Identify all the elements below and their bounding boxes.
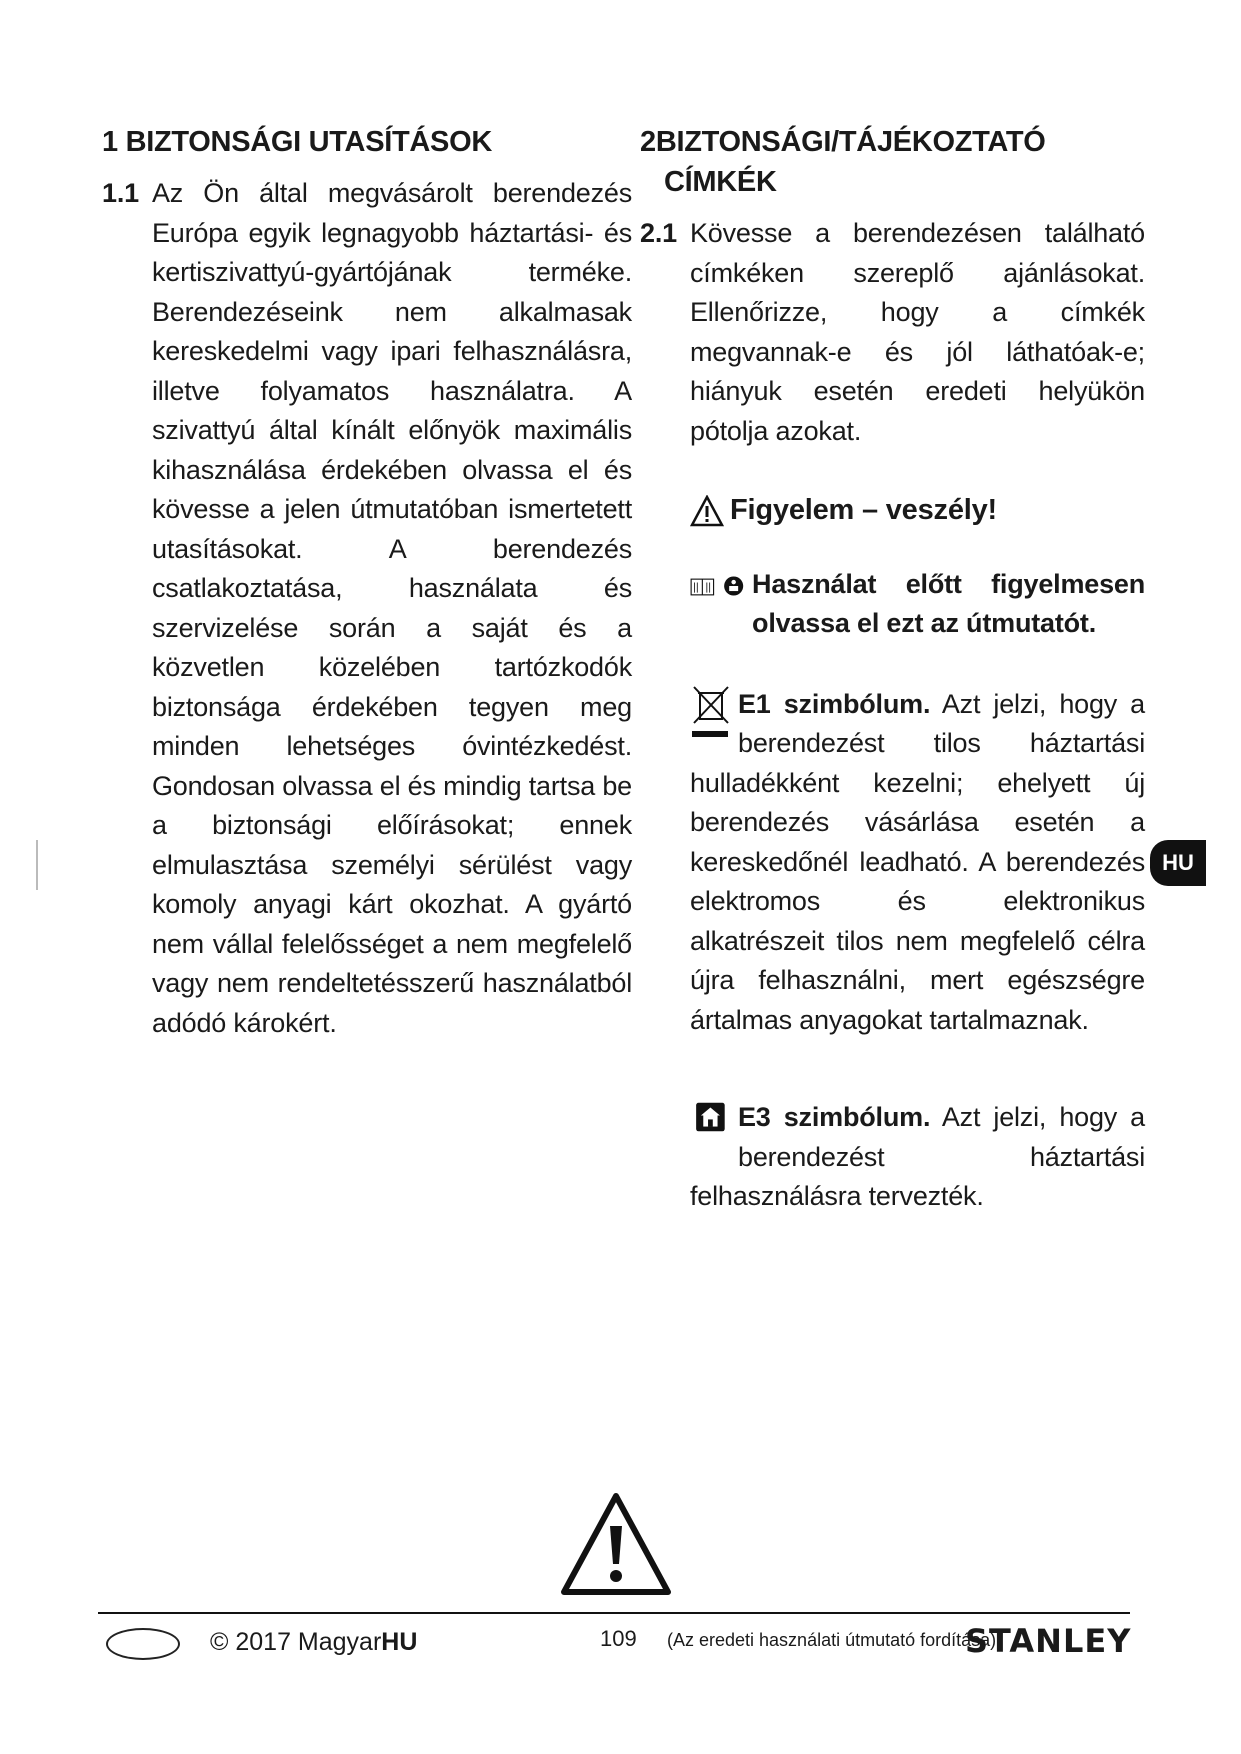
paragraph-number: 1.1: [102, 178, 139, 208]
read-manual-row: [640, 565, 1145, 643]
e3-symbol-paragraph: [640, 1098, 1145, 1217]
section-2-heading: [640, 122, 1145, 202]
left-column: [102, 122, 632, 1043]
paragraph-number: 2.1: [640, 218, 677, 248]
paragraph-2-1: [640, 214, 1145, 451]
margin-mark: [36, 840, 38, 890]
warning-line: [640, 491, 1145, 531]
e3-text: Azt jelzi, hogy a berendezést háztartási felhasználásra tervezték.: [690, 1102, 1145, 1211]
e1-label: E1 szimbólum.: [738, 688, 931, 719]
copyright-text: © 2017 Magyar: [210, 1628, 382, 1656]
page-footer: [0, 1620, 1241, 1664]
section-2-heading-line2: CÍMKÉK: [664, 166, 777, 198]
brand-logo: STANLEY: [965, 1622, 1132, 1660]
right-column: [640, 122, 1145, 1217]
crossed-out-bin-icon: [690, 685, 734, 743]
footer-divider: [98, 1612, 1130, 1614]
translation-note: (Az eredeti használati útmutató fordítása): [667, 1630, 997, 1650]
read-manual-text: Használat előtt figyelmesen olvassa el ezt az útmutatót.: [752, 568, 1145, 638]
warning-triangle-icon: [690, 495, 724, 527]
e1-text: Azt jelzi, hogy a berendezést tilos háztartási hulladékként kezelni; ehelyett új berendezés vásárlása esetén a kereskedőnél leadható. A berendezés elektromos és elektronikus alkatrészeit tilos nem megfelelő célra újra felhasználni, mert egészségre ártalmas anyagokat tartalmaznak.: [690, 688, 1145, 1035]
copyright-lang: HU: [381, 1628, 418, 1656]
section-2-heading-line1: 2BIZTONSÁGI/TÁJÉKOZTATÓ: [640, 126, 1046, 158]
footer-copyright: [210, 1628, 417, 1657]
large-warning-triangle-icon: [560, 1492, 672, 1596]
footer-oval-mark: [106, 1628, 180, 1660]
house-icon: [690, 1098, 734, 1144]
read-instructions-icon: [723, 567, 744, 605]
warning-text: Figyelem – veszély!: [730, 494, 998, 526]
page-number: 109: [600, 1626, 637, 1651]
language-tab: HU: [1150, 840, 1206, 886]
paragraph-1-1: [102, 174, 632, 1043]
section-1-heading: 1 BIZTONSÁGI UTASÍTÁSOK: [102, 126, 492, 158]
paragraph-text: Kövesse a berendezésen található címkéken szereplő ajánlásokat. Ellenőrizze, hogy a címkék megvannak-e és jól láthatóak-e; hiányuk esetén eredeti helyükön pótolja azokat.: [690, 218, 1145, 446]
paragraph-text: Az Ön által megvásárolt berendezés Európa egyik legnagyobb háztartási- és kertiszivattyú-gyártójának terméke. Berendezéseink nem alkalmasak kereskedelmi vagy ipari felhasználásra, illetve folyamatos használatra. A szivattyú által kínált előnyök maximális kihasználása érdekében olvassa el és kövesse a jelen útmutatóban ismertetett utasításokat. A berendezés csatlakoztatása, használata és szervizelése során a saját és a közvetlen közelében tartózkodók biztonsága érdekében tegyen meg minden lehetséges óvintézkedést. Gondosan olvassa el és mindig tartsa be a biztonsági előírásokat; ennek elmulasztása személyi sérülést vagy komoly anyagi kárt okozhat. A gyártó nem vállal felelősséget a nem megfelelő vagy nem rendeltetésszerű használatból adódó károkért.: [152, 178, 632, 1038]
e3-label: E3 szimbólum.: [738, 1102, 931, 1132]
manual-book-icon: [690, 569, 715, 605]
e1-symbol-paragraph: [640, 685, 1145, 1041]
